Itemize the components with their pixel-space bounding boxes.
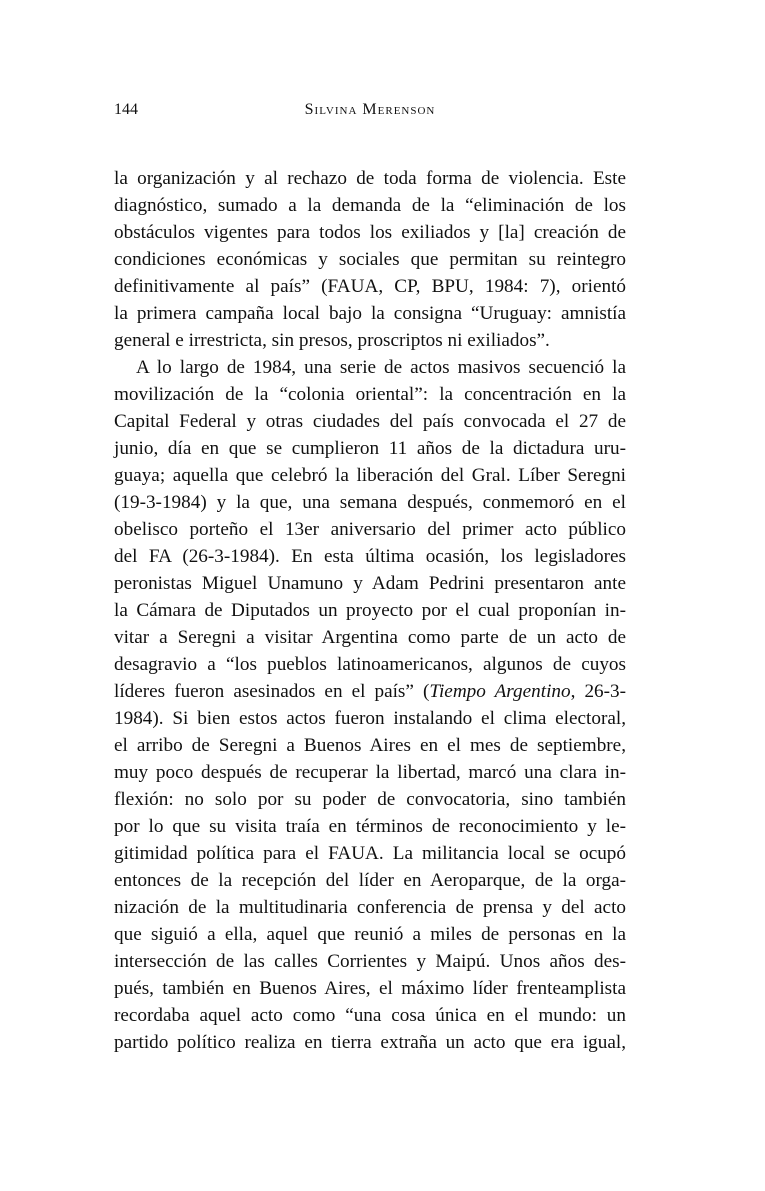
- text-segment: , 26-3-: [570, 681, 626, 702]
- text-line: obelisco porteño el 13er aniversario del primer acto público: [114, 519, 626, 540]
- text-line: recordaba aquel acto como “una cosa única en el mundo: un: [114, 1005, 626, 1026]
- text-line: flexión: no solo por su poder de convocatoria, sino también: [114, 789, 626, 810]
- text-line: guaya; aquella que celebró la liberación del Gral. Líber Seregni: [114, 465, 626, 486]
- text-line: la Cámara de Diputados un proyecto por el cual proponían in-: [114, 600, 626, 621]
- text-line: diagnóstico, sumado a la demanda de la “eliminación de los: [114, 195, 626, 216]
- text-line: nización de la multitudinaria conferencia de prensa y del acto: [114, 897, 626, 918]
- page-number: 144: [114, 101, 138, 118]
- text-line: partido político realiza en tierra extraña un acto que era igual,: [114, 1032, 626, 1053]
- text-line: peronistas Miguel Unamuno y Adam Pedrini presentaron ante: [114, 573, 626, 594]
- text-line: Capital Federal y otras ciudades del país convocada el 27 de: [114, 411, 626, 432]
- text-line: la organización y al rechazo de toda forma de violencia. Este: [114, 168, 626, 189]
- text-line: condiciones económicas y sociales que permitan su reintegro: [114, 249, 626, 270]
- body-text: [114, 165, 626, 1056]
- text-line: intersección de las calles Corrientes y Maipú. Unos años des-: [114, 951, 626, 972]
- text-line: 1984). Si bien estos actos fueron instalando el clima electoral,: [114, 708, 626, 729]
- text-segment: líderes fueron asesinados en el país” (: [114, 681, 430, 702]
- text-line: junio, día en que se cumplieron 11 años de la dictadura uru-: [114, 438, 626, 459]
- text-line: por lo que su visita traía en términos de reconocimiento y le-: [114, 816, 626, 837]
- text-line: el arribo de Seregni a Buenos Aires en el mes de septiembre,: [114, 735, 626, 756]
- text-line: muy poco después de recuperar la libertad, marcó una clara in-: [114, 762, 626, 783]
- text-line: (19-3-1984) y la que, una semana después, conmemoró en el: [114, 492, 626, 513]
- text-line: definitivamente al país” (FAUA, CP, BPU, 1984: 7), orientó: [114, 276, 626, 297]
- paragraph-end-line: general e irrestricta, sin presos, proscriptos ni exiliados”.: [114, 330, 550, 351]
- text-line: pués, también en Buenos Aires, el máximo líder frenteamplista: [114, 978, 626, 999]
- text-line: que siguió a ella, aquel que reunió a miles de personas en la: [114, 924, 626, 945]
- text-line: del FA (26-3-1984). En esta última ocasión, los legisladores: [114, 546, 626, 567]
- running-head-author: Silvina Merenson: [304, 101, 436, 118]
- text-line: la primera campaña local bajo la consigna “Uruguay: amnistía: [114, 303, 626, 324]
- text-line: vitar a Seregni a visitar Argentina como parte de un acto de: [114, 627, 626, 648]
- text-line: desagravio a “los pueblos latinoamericanos, algunos de cuyos: [114, 654, 626, 675]
- text-line-with-citation: [114, 678, 626, 705]
- running-head: [114, 98, 626, 122]
- text-line: movilización de la “colonia oriental”: la concentración en la: [114, 384, 626, 405]
- paragraph-first-line: A lo largo de 1984, una serie de actos masivos secuenció la: [136, 357, 626, 378]
- newspaper-title: Tiempo Argentino: [429, 681, 571, 702]
- text-line: gitimidad política para el FAUA. La militancia local se ocupó: [114, 843, 626, 864]
- text-line: obstáculos vigentes para todos los exiliados y [la] creación de: [114, 222, 626, 243]
- text-line: entonces de la recepción del líder en Aeroparque, de la orga-: [114, 870, 626, 891]
